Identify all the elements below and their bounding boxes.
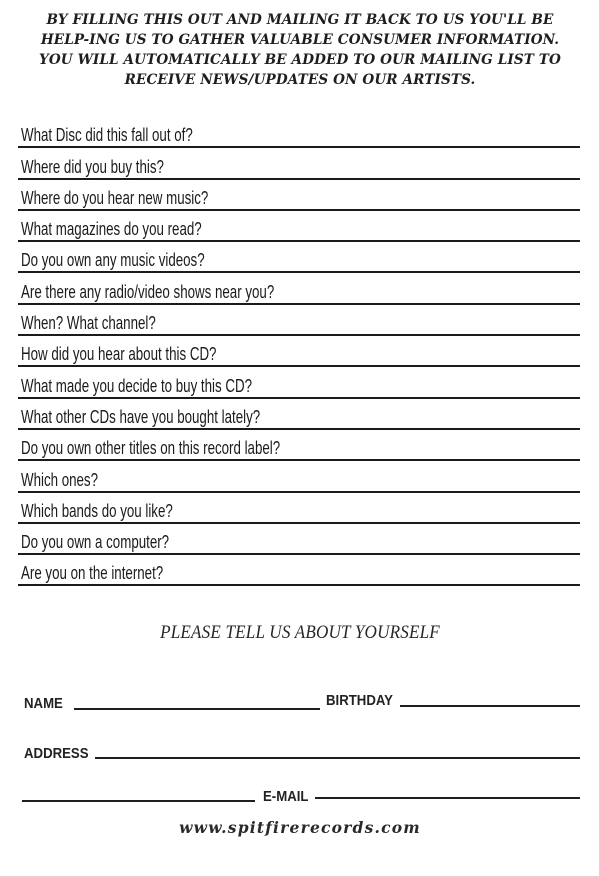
address-field[interactable] [95,757,580,759]
question-internet[interactable] [18,555,580,586]
question-which-ones[interactable] [18,461,580,492]
birthday-label: BIRTHDAY [326,692,393,709]
question-decide-buy[interactable] [18,367,580,398]
question-label: Do you own any music videos? [21,250,205,271]
intro-text: BY FILLING THIS OUT AND MAILING IT BACK TO US YOU'LL BE HELP-ING US TO GATHER VALUABLE CONSUMER INFORMATION. YOU WILL AUTOMATICALLY BE ADDED TO OUR MAILING LIST TO RECEIVE NEWS/UPDATES ON OUR ARTISTS. [39,12,561,88]
about-heading: PLEASE TELL US ABOUT YOURSELF [160,622,440,643]
question-computer[interactable] [18,524,580,555]
website-url[interactable]: www.spitfirerecords.com [179,818,421,837]
email-field[interactable] [315,797,580,799]
question-disc[interactable] [18,117,580,148]
question-label: Which ones? [21,469,99,490]
name-field[interactable] [74,708,320,710]
question-magazines[interactable] [18,211,580,242]
question-label: Do you own a computer? [21,532,170,553]
question-other-titles[interactable] [18,430,580,461]
question-label: What Disc did this fall out of? [21,125,193,146]
question-label: When? What channel? [21,313,156,334]
question-label: Are you on the internet? [21,563,164,584]
question-label: Which bands do you like? [21,500,173,521]
question-label: What magazines do you read? [21,219,202,240]
question-other-cds[interactable] [18,399,580,430]
address-line-2-field[interactable] [22,800,255,802]
question-when-channel[interactable] [18,305,580,336]
name-label: NAME [24,695,63,712]
birthday-field[interactable] [400,705,580,707]
question-label: What other CDs have you bought lately? [21,406,261,427]
address-label: ADDRESS [24,745,89,762]
email-label: E-MAIL [263,788,309,805]
question-where-bought[interactable] [18,148,580,179]
question-music-videos[interactable] [18,242,580,273]
question-label: What made you decide to buy this CD? [21,375,253,396]
question-label: How did you hear about this CD? [21,344,217,365]
question-new-music[interactable] [18,180,580,211]
question-label: Do you own other titles on this record label? [21,438,281,459]
question-label: Where did you buy this? [21,156,164,177]
question-label: Where do you hear new music? [21,187,209,208]
question-hear-about[interactable] [18,336,580,367]
question-bands[interactable] [18,493,580,524]
questions-list [18,117,580,586]
question-label: Are there any radio/video shows near you? [21,281,275,302]
question-radio-shows[interactable] [18,273,580,304]
